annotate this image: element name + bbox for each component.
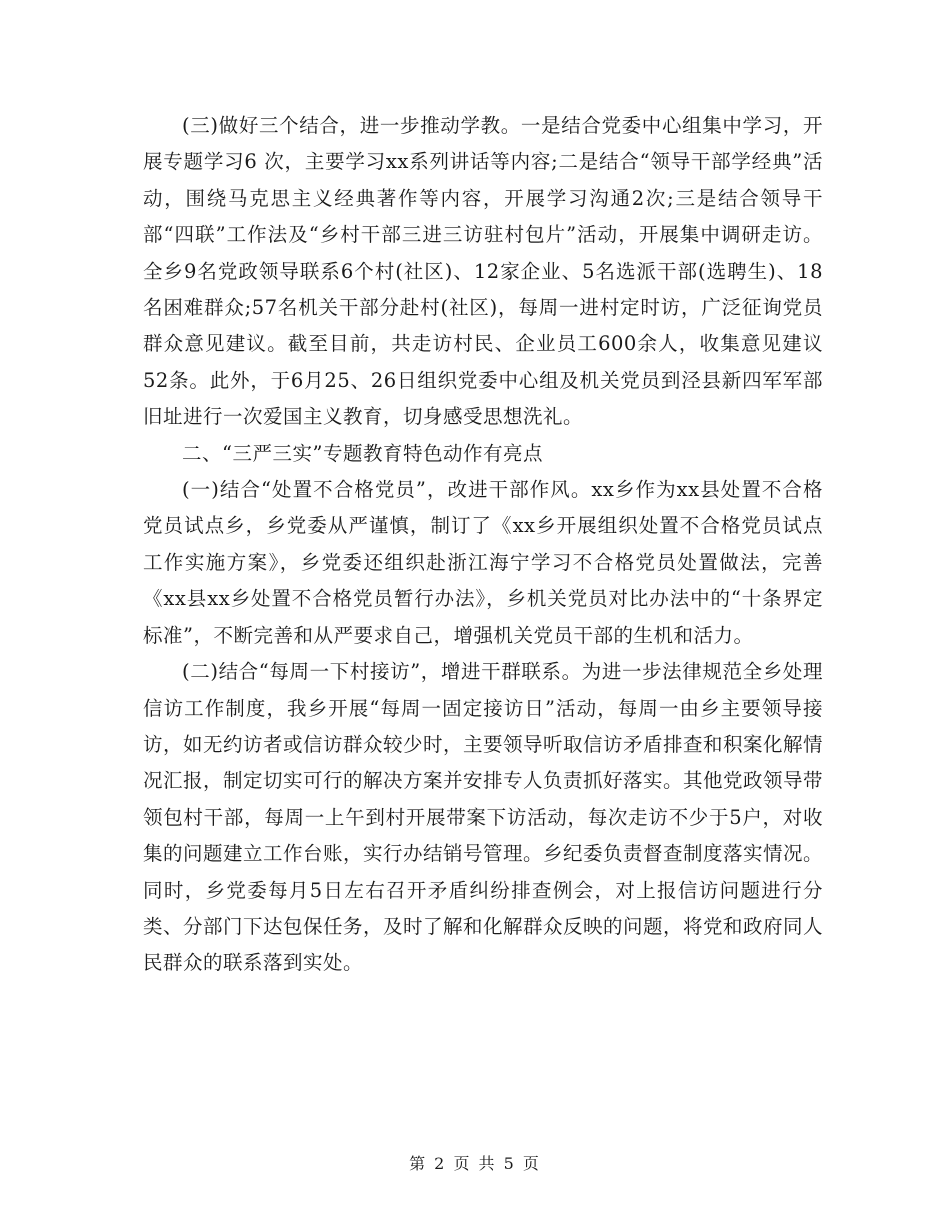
- paragraph-weekly-visits: (二)结合“每周一下村接访”，增进干群联系。为进一步法律规范全乡处理信访工作制度，我乡开展“每周一固定接访日”活动，每周一由乡主要领导接访，如无约访者或信访群众较少时，主要领导听取信访矛盾排查和积案化解情况汇报，制定切实可行的解决方案并安排专人负责抓好落实。其他党政领导带领包村干部，每周一上午到村开展带案下访活动，每次走访不少于5户，对收集的问题建立工作台账，实行办结销号管理。乡纪委负责督查制度落实情况。同时，乡党委每月5日左右召开矛盾纠纷排查例会，对上报信访问题进行分类、分部门下达包保任务，及时了解和化解群众反映的问题，将党和政府同人民群众的联系落到实处。: [143, 660, 824, 975]
- document-body: [143, 108, 823, 982]
- page-number-footer: 第 2 页 共 5 页: [409, 1154, 541, 1173]
- paragraph-three-combinations: (三)做好三个结合，进一步推动学教。一是结合党委中心组集中学习，开展专题学习6 次，主要学习xx系列讲话等内容;二是结合“领导干部学经典”活动，围绕马克思主义经典著作等内容，开展学习沟通2次;三是结合领导干部“四联”工作法及“乡村干部三进三访驻村包片”活动，开展集中调研走访。全乡9名党政领导联系6个村(社区)、12家企业、5名选派干部(选聘生)、18名困难群众;57名机关干部分赴村(社区)，每周一进村定时访，广泛征询党员群众意见建议。截至目前，共走访村民、企业员工600余人，收集意见建议52条。此外，于6月25、26日组织党委中心组及机关党员到泾县新四军军部旧址进行一次爱国主义教育，切身感受思想洗礼。: [143, 114, 823, 429]
- section-heading-two: 二、“三严三实”专题教育特色动作有亮点: [182, 441, 543, 465]
- paragraph-unqualified-members: (一)结合“处置不合格党员”，改进干部作风。xx乡作为xx县处置不合格党员试点乡，乡党委从严谨慎，制订了《xx乡开展组织处置不合格党员试点工作实施方案》，乡党委还组织赴浙江海宁学习不合格党员处置做法，完善《xx县xx乡处置不合格党员暂行办法》，乡机关党员对比办法中的“十条界定标准”，不断完善和从严要求自己，增强机关党员干部的生机和活力。: [143, 478, 823, 647]
